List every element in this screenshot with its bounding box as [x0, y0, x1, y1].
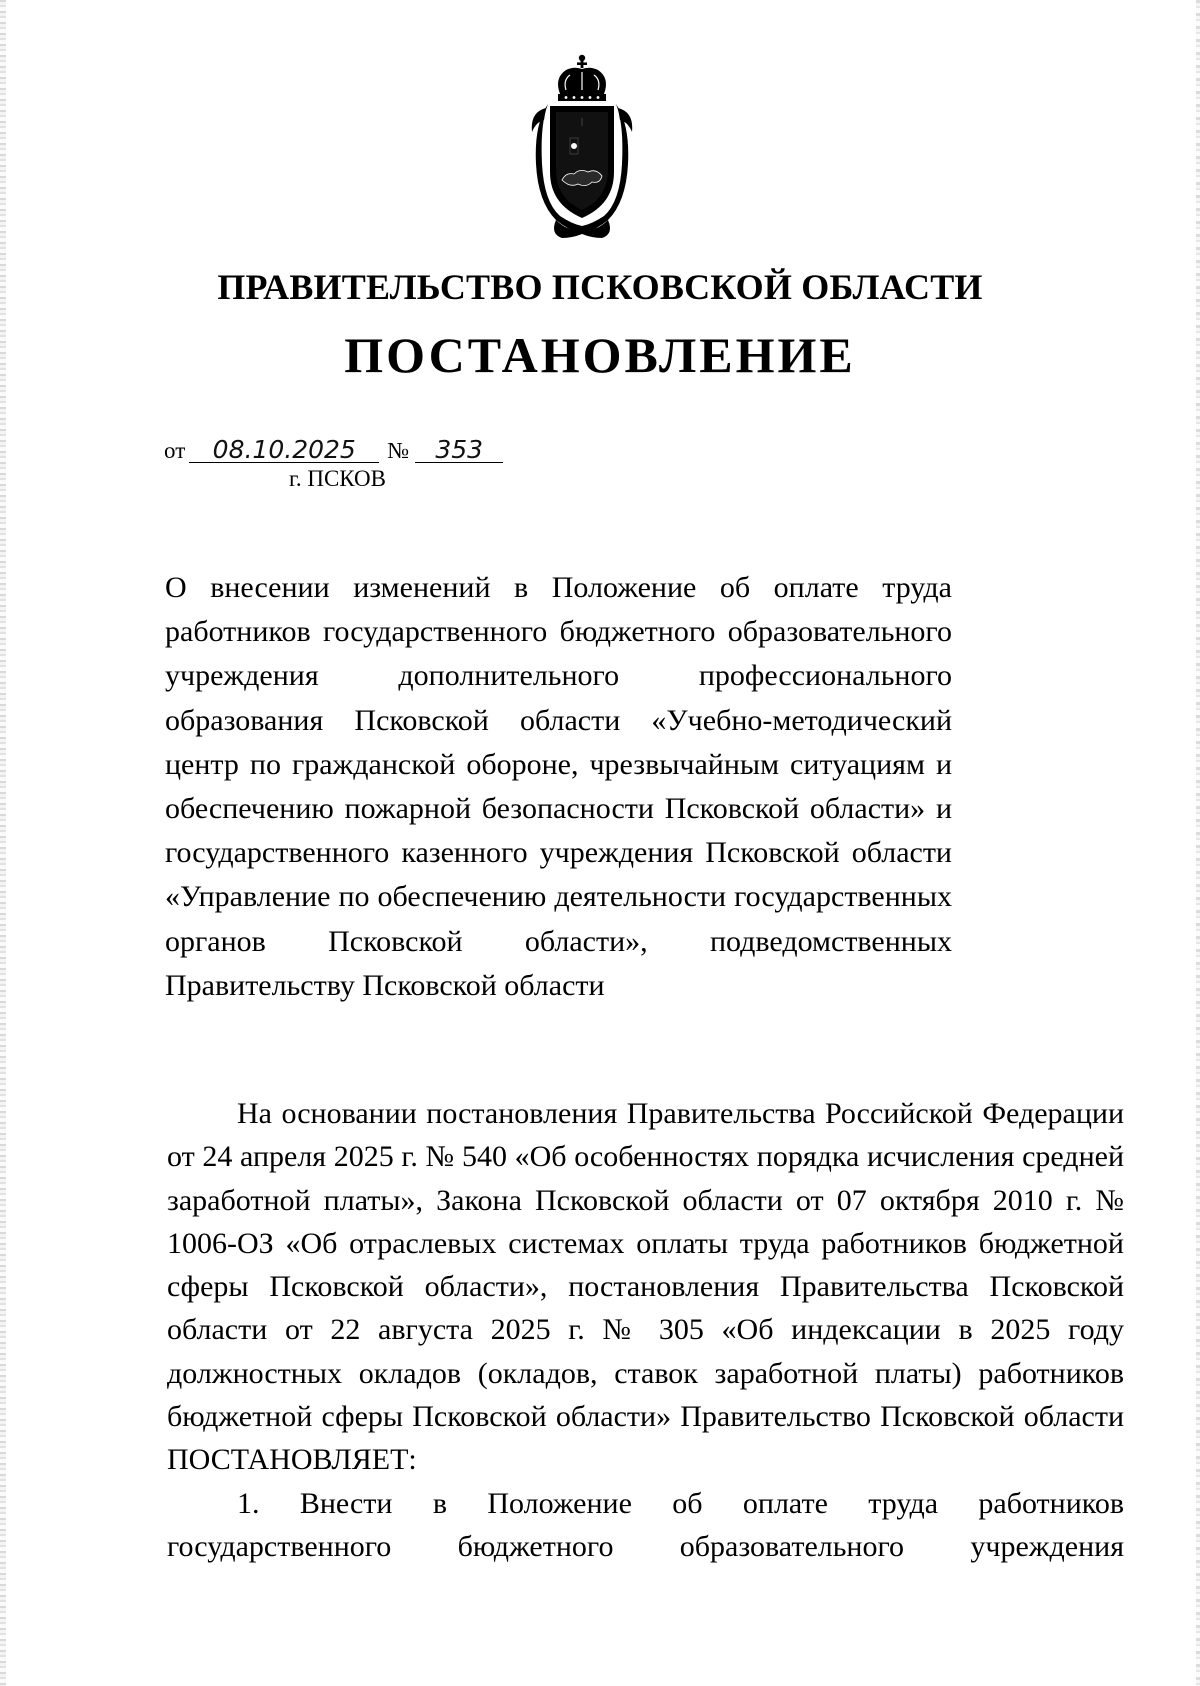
document-number: 353 — [415, 438, 503, 463]
pskov-coat-of-arms-icon — [526, 54, 638, 242]
from-label: от — [164, 438, 186, 463]
number-label: № — [387, 438, 410, 463]
item-1-paragraph: 1. Внести в Положение об оплате труда работников государственного бюджетного образовательного учреждения — [167, 1486, 1124, 1563]
document-subject: О внесении изменений в Положение об оплате труда работников государственного бюджетного образовательного учреждения дополнительного профессионального образования Псковской области «Учебно-методический центр по гражданской обороне, чрезвычайным ситуациям и обеспечению пожарной безопасности Псковской области» и государственного казенного учреждения Псковской области «Управление по обеспечению деятельности государственных органов Псковской области», подведомственных Правительству Псковской области — [165, 571, 952, 1002]
city-label: г. ПСКОВ — [289, 466, 387, 491]
government-title: ПРАВИТЕЛЬСТВО ПСКОВСКОЙ ОБЛАСТИ — [217, 267, 983, 307]
document-type-title: ПОСТАНОВЛЕНИЕ — [344, 327, 856, 383]
document-date: 08.10.2025 — [189, 438, 379, 463]
scan-edge-right — [1196, 0, 1200, 1686]
document-body — [167, 1092, 1124, 1568]
scan-edge-left — [0, 0, 6, 1686]
preamble-paragraph: На основании постановления Правительства Российской Федерации от 24 апреля 2025 г. № 540 «Об особенностях порядка исчисления средней заработной платы», Закона Псковской области от 07 октября 2010 г. № 1006-ОЗ «Об отраслевых системах оплаты труда работников бюджетной сферы Псковской области», постановления Правительства Псковской области от 22 августа 2025 г. № 305 «Об индексации в 2025 году должностных окладов (окладов, ставок заработной платы) работников бюджетной сферы Псковской области» Правительство Псковской области ПОСТАНОВЛЯЕТ: — [167, 1097, 1124, 1477]
date-number-line — [164, 435, 503, 464]
